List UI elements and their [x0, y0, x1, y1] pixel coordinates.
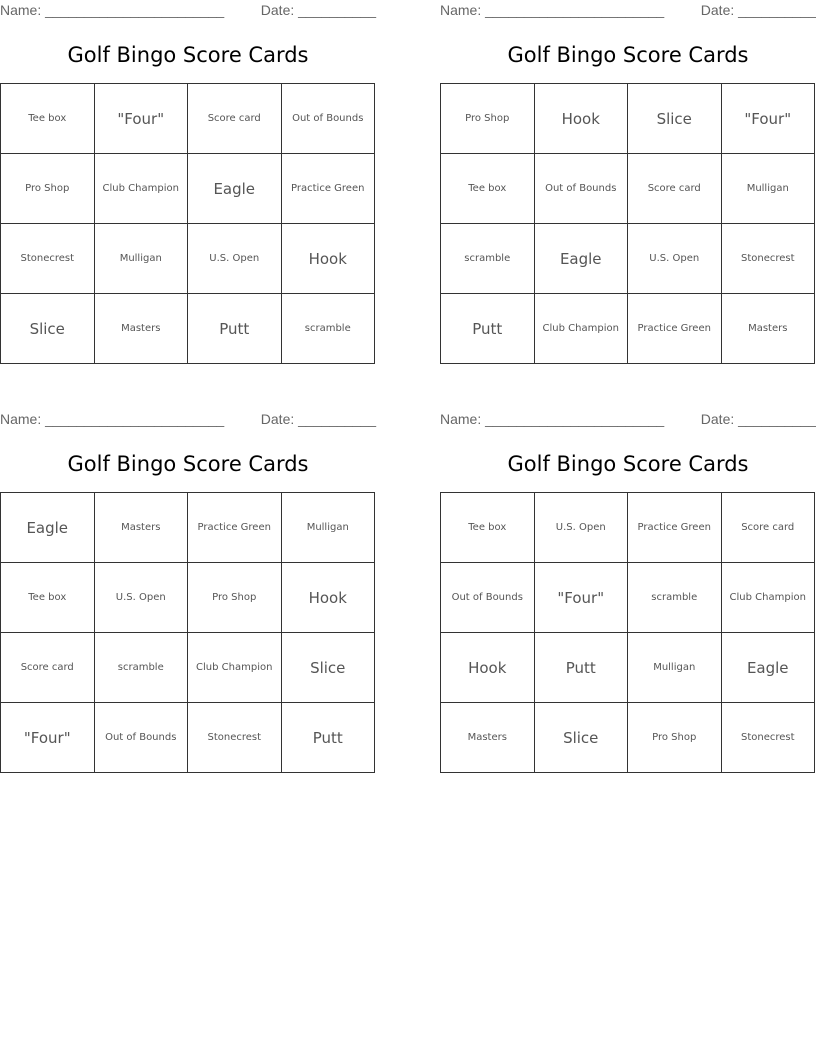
bingo-cell: Slice	[628, 84, 722, 154]
bingo-cell: Stonecrest	[722, 703, 816, 773]
bingo-cell: Slice	[535, 703, 629, 773]
bingo-grid	[0, 492, 375, 773]
bingo-cell: Eagle	[1, 493, 95, 563]
date-field[interactable]: Date: __________	[260, 2, 376, 18]
date-field[interactable]: Date: __________	[700, 2, 816, 18]
bingo-cell: Club Champion	[188, 633, 282, 703]
bingo-cell: Slice	[282, 633, 376, 703]
name-date-line	[440, 2, 816, 20]
bingo-cell: scramble	[95, 633, 189, 703]
name-date-line	[0, 411, 376, 429]
name-date-line	[0, 2, 376, 20]
date-field[interactable]: Date: __________	[260, 411, 376, 427]
bingo-cell: U.S. Open	[188, 224, 282, 294]
bingo-cell: Stonecrest	[1, 224, 95, 294]
bingo-cell: Mulligan	[282, 493, 376, 563]
bingo-cell: Club Champion	[95, 154, 189, 224]
bingo-cell: Slice	[1, 294, 95, 364]
name-field[interactable]: Name: _______________________	[440, 2, 665, 18]
bingo-cell: Putt	[441, 294, 535, 364]
name-field[interactable]: Name: _______________________	[0, 411, 225, 427]
bingo-cell: Eagle	[722, 633, 816, 703]
bingo-cell: Out of Bounds	[282, 84, 376, 154]
card-title: Golf Bingo Score Cards	[67, 43, 309, 67]
bingo-cell: scramble	[441, 224, 535, 294]
bingo-cell: Tee box	[1, 563, 95, 633]
bingo-cell: Out of Bounds	[95, 703, 189, 773]
bingo-cell: Mulligan	[722, 154, 816, 224]
bingo-cell: "Four"	[535, 563, 629, 633]
bingo-cell: Score card	[1, 633, 95, 703]
bingo-cell: Eagle	[535, 224, 629, 294]
date-field[interactable]: Date: __________	[700, 411, 816, 427]
bingo-cell: Masters	[441, 703, 535, 773]
bingo-cell: Pro Shop	[188, 563, 282, 633]
bingo-cell: U.S. Open	[628, 224, 722, 294]
bingo-cell: Score card	[628, 154, 722, 224]
bingo-cell: U.S. Open	[535, 493, 629, 563]
bingo-cell: Score card	[722, 493, 816, 563]
bingo-card	[0, 409, 376, 783]
bingo-cell: Club Champion	[722, 563, 816, 633]
bingo-cell: Masters	[95, 294, 189, 364]
bingo-grid	[440, 83, 815, 364]
bingo-cell: Out of Bounds	[441, 563, 535, 633]
card-title: Golf Bingo Score Cards	[507, 452, 749, 476]
bingo-cell: U.S. Open	[95, 563, 189, 633]
bingo-cell: Hook	[441, 633, 535, 703]
bingo-grid	[0, 83, 375, 364]
bingo-cell: Practice Green	[282, 154, 376, 224]
bingo-cell: Mulligan	[628, 633, 722, 703]
name-field[interactable]: Name: _______________________	[0, 2, 225, 18]
bingo-cell: Stonecrest	[722, 224, 816, 294]
bingo-cell: Score card	[188, 84, 282, 154]
bingo-cell: Masters	[95, 493, 189, 563]
bingo-card	[440, 0, 816, 374]
name-date-line	[440, 411, 816, 429]
bingo-cell: "Four"	[1, 703, 95, 773]
bingo-cell: "Four"	[722, 84, 816, 154]
bingo-cell: Eagle	[188, 154, 282, 224]
bingo-cell: scramble	[282, 294, 376, 364]
bingo-cell: Pro Shop	[628, 703, 722, 773]
bingo-card	[440, 409, 816, 783]
bingo-cell: Tee box	[1, 84, 95, 154]
bingo-card	[0, 0, 376, 374]
bingo-cell: Mulligan	[95, 224, 189, 294]
bingo-cell: Hook	[282, 224, 376, 294]
card-title: Golf Bingo Score Cards	[67, 452, 309, 476]
bingo-cell: Club Champion	[535, 294, 629, 364]
bingo-cell: Masters	[722, 294, 816, 364]
bingo-cell: Hook	[282, 563, 376, 633]
bingo-cell: Out of Bounds	[535, 154, 629, 224]
bingo-cell: "Four"	[95, 84, 189, 154]
bingo-cell: Practice Green	[628, 294, 722, 364]
bingo-cell: Putt	[282, 703, 376, 773]
bingo-cell: Hook	[535, 84, 629, 154]
bingo-cell: scramble	[628, 563, 722, 633]
bingo-cell: Tee box	[441, 493, 535, 563]
bingo-cell: Putt	[535, 633, 629, 703]
bingo-cell: Stonecrest	[188, 703, 282, 773]
bingo-cell: Tee box	[441, 154, 535, 224]
card-title: Golf Bingo Score Cards	[507, 43, 749, 67]
bingo-cell: Pro Shop	[1, 154, 95, 224]
bingo-grid	[440, 492, 815, 773]
name-field[interactable]: Name: _______________________	[440, 411, 665, 427]
bingo-cell: Practice Green	[628, 493, 722, 563]
bingo-cell: Practice Green	[188, 493, 282, 563]
bingo-cell: Putt	[188, 294, 282, 364]
bingo-cell: Pro Shop	[441, 84, 535, 154]
